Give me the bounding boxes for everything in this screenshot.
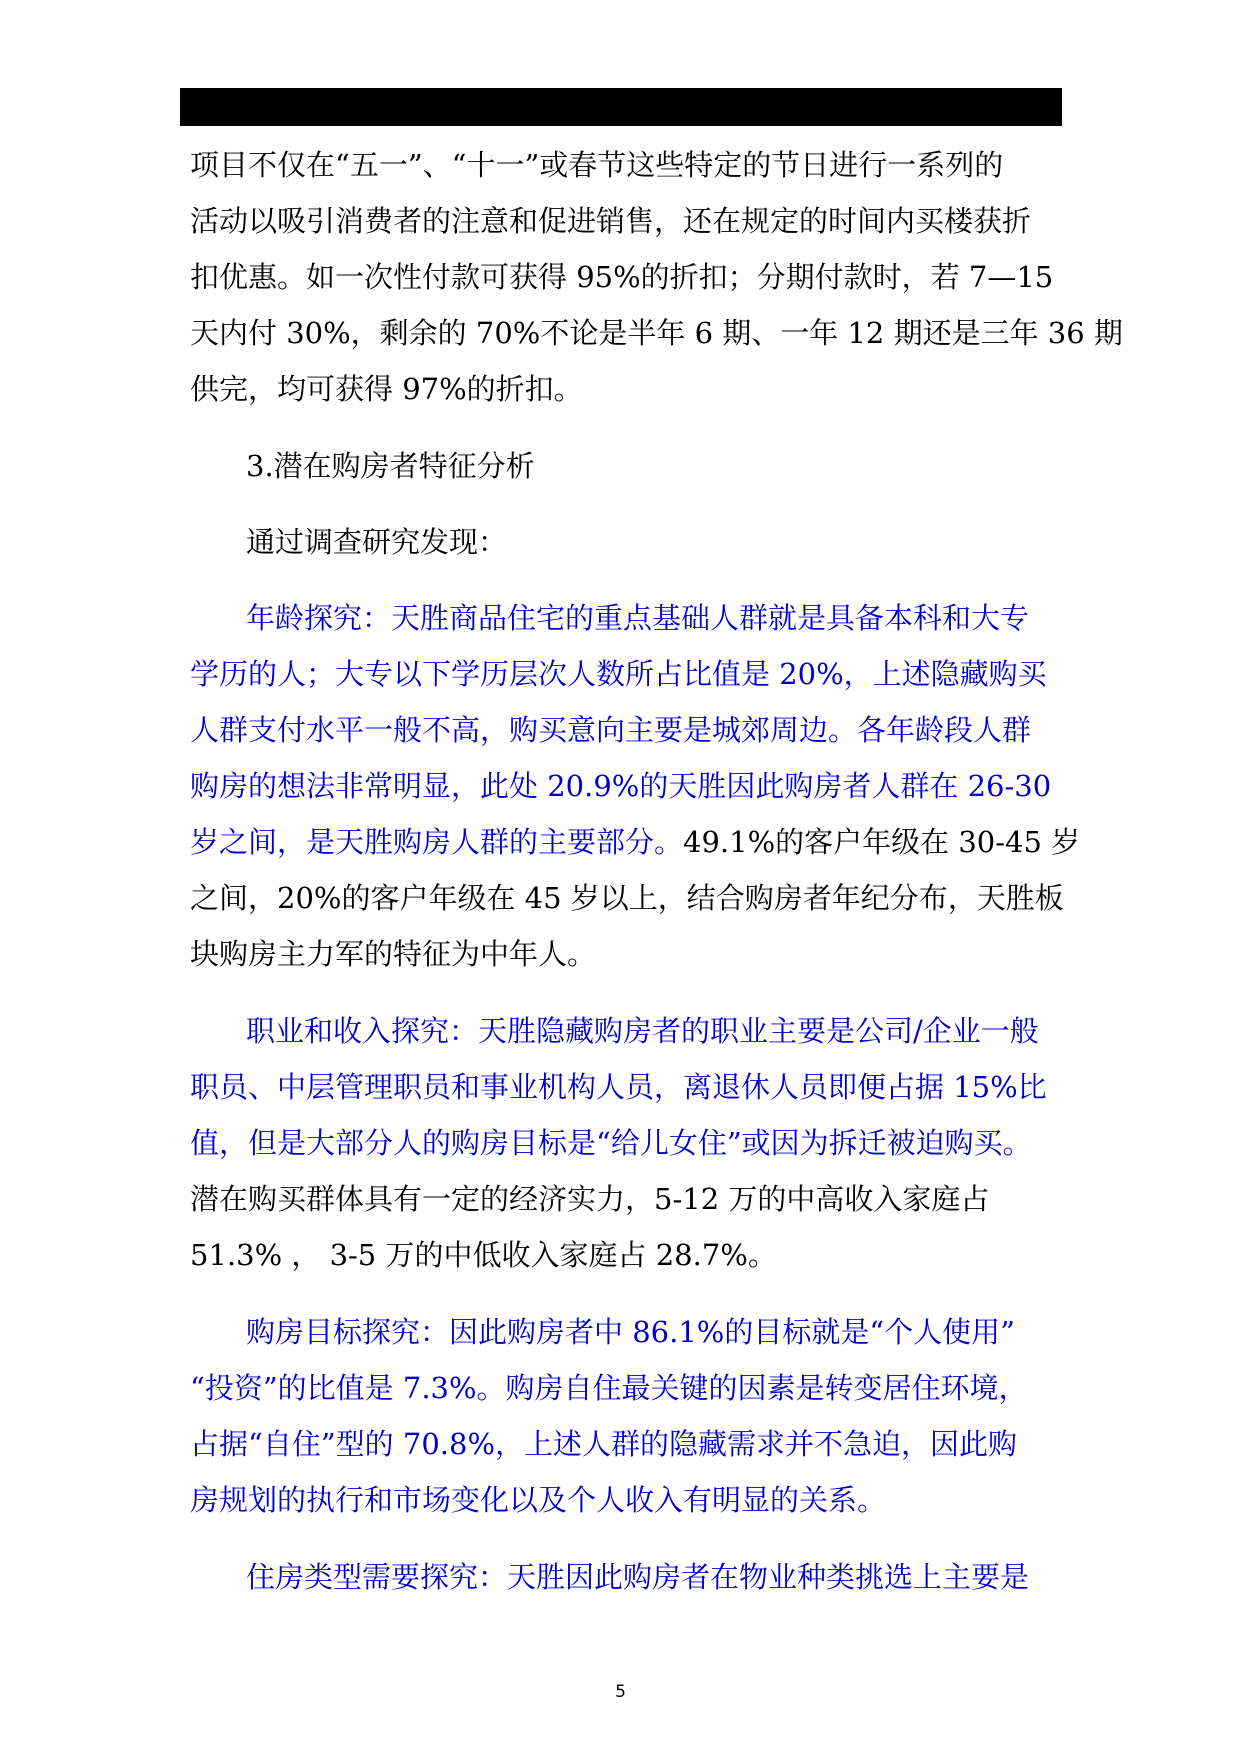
text-line: 潜在购买群体具有一定的经济实力，5-12 万的中高收入家庭占 (190, 1182, 990, 1216)
text-line (190, 822, 1080, 862)
text-line: 房规划的执行和市场变化以及个人收入有明显的关系。 (190, 1483, 887, 1517)
text-line: 扣优惠。如一次性付款可获得 95%的折扣；分期付款时，若 7—15 (190, 260, 1054, 294)
text-line: “投资”的比值是 7.3%。购房自住最关键的因素是转变居住环境， (190, 1371, 1028, 1405)
text-line: 之间，20%的客户年级在 45 岁以上，结合购房者年纪分布，天胜板 (190, 881, 1064, 915)
text-line: 占据“自住”型的 70.8%，上述人群的隐藏需求并不急迫，因此购 (190, 1427, 1017, 1461)
text-line: 职员、中层管理职员和事业机构人员，离退休人员即便占据 15%比 (190, 1070, 1047, 1104)
text-line: 供完，均可获得 97%的折扣。 (190, 372, 583, 406)
text-line: 年龄探究：天胜商品住宅的重点基础人群就是具备本科和大专 (246, 601, 1030, 635)
text-line: 人群支付水平一般不高，购买意向主要是城郊周边。各年龄段人群 (190, 713, 1032, 747)
text-line: 购房目标探究：因此购房者中 86.1%的目标就是“个人使用” (246, 1315, 1015, 1349)
page-number: 5 (615, 1682, 626, 1702)
text-line: 块购房主力军的特征为中年人。 (190, 937, 597, 971)
text-line: 购房的想法非常明显，此处 20.9%的天胜因此购房者人群在 26-30 (190, 769, 1052, 803)
text-line: 职业和收入探究：天胜隐藏购房者的职业主要是公司/企业一般 (246, 1014, 1039, 1048)
text-line: 活动以吸引消费者的注意和促进销售，还在规定的时间内买楼获折 (190, 204, 1032, 238)
text-segment: 岁之间，是天胜购房人群的主要部分。 (190, 825, 684, 859)
intro-text: 通过调查研究发现： (246, 525, 508, 559)
text-line: 学历的人；大专以下学历层次人数所占比值是 20%，上述隐藏购买 (190, 657, 1047, 691)
header-bar (180, 88, 1062, 126)
text-line: 值，但是大部分人的购房目标是“给儿女住”或因为拆迁被迫购买。 (190, 1126, 1032, 1160)
text-line: 住房类型需要探究：天胜因此购房者在物业种类挑选上主要是 (246, 1560, 1030, 1594)
text-line: 51.3% ， 3-5 万的中低收入家庭占 28.7%。 (190, 1238, 777, 1272)
text-line: 天内付 30%，剩余的 70%不论是半年 6 期、一年 12 期还是三年 36 期 (190, 316, 1123, 350)
text-line: 项目不仅在“五一”、“十一”或春节这些特定的节日进行一系列的 (190, 148, 1004, 182)
section-heading: 3.潜在购房者特征分析 (246, 449, 535, 483)
text-segment: 49.1%的客户年级在 30-45 岁 (683, 825, 1081, 859)
